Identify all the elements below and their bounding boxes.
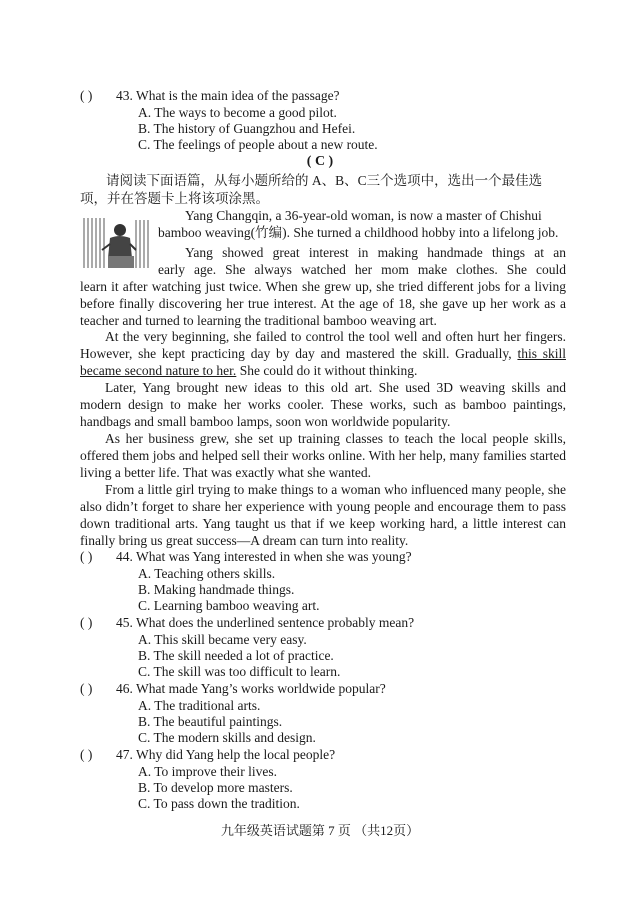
- question-46: [80, 681, 386, 697]
- answer-blank: ( ): [80, 549, 93, 564]
- question-47: [80, 747, 335, 763]
- option-a: A. This skill became very easy.: [138, 632, 307, 647]
- question-stem: 43. What is the main idea of the passage?: [116, 88, 340, 103]
- passage-paragraph: learn it after watching just twice. When she grew up, she tried different jobs for a living before finally discovering her true interest. At the age of 18, she gave up her work as a teacher and turned to learning the traditional bamboo weaving art.: [80, 279, 566, 328]
- passage-line: early age. She always watched her mom make clothes. She could: [158, 262, 566, 277]
- option-b: B. The beautiful paintings.: [138, 714, 283, 729]
- question-stem: 44. What was Yang interested in when she was young?: [116, 549, 412, 564]
- passage-text: She could do it without thinking.: [236, 363, 418, 378]
- answer-blank: ( ): [80, 681, 93, 696]
- question-44: [80, 549, 412, 565]
- answer-blank: ( ): [80, 747, 93, 762]
- option-c: C. The skill was too difficult to learn.: [138, 664, 341, 679]
- page-footer: 九年级英语试题第 7 页 （共12页）: [220, 823, 420, 838]
- passage-paragraph: As her business grew, she set up training classes to teach the local people skills, offered them jobs and helped sell their works online. With her help, many families started living a better life. That was exactly what she wanted.: [80, 431, 566, 480]
- option-c: C. The feelings of people about a new route.: [138, 137, 378, 152]
- question-stem: 46. What made Yang’s works worldwide popular?: [116, 681, 386, 696]
- passage-text: At the very beginning, she failed to control the tool well and often hurt her fingers. However, she kept practicing day by day and mastered the skill. Gradually,: [80, 329, 566, 361]
- option-c: C. To pass down the tradition.: [138, 796, 300, 811]
- passage-paragraph: Later, Yang brought new ideas to this old art. She used 3D weaving skills and modern design to make her works cooler. These works, such as bamboo paintings, handbags and small bamboo lamps, soon won worldwide popularity.: [80, 380, 566, 429]
- option-a: A. The traditional arts.: [138, 698, 261, 713]
- option-a: A. Teaching others skills.: [138, 566, 276, 581]
- bamboo-weaver-photo: [80, 214, 152, 272]
- section-heading: ( C ): [306, 154, 334, 169]
- option-b: B. To develop more masters.: [138, 780, 293, 795]
- option-c: C. The modern skills and design.: [138, 730, 316, 745]
- section-instructions: 请阅读下面语篇，从每小题所给的 A、B、C三个选项中，选出一个最佳选项，并在答题卡上将该项涂黑。: [80, 173, 543, 206]
- passage-line: bamboo weaving(竹编). She turned a childhood hobby into a lifelong job.: [158, 225, 559, 240]
- option-b: B. Making handmade things.: [138, 582, 295, 597]
- passage-paragraph: [80, 328, 566, 379]
- option-b: B. The history of Guangzhou and Hefei.: [138, 121, 356, 136]
- question-43: [80, 88, 340, 104]
- option-b: B. The skill needed a lot of practice.: [138, 648, 334, 663]
- passage-line: Yang showed great interest in making handmade things at an: [185, 245, 566, 260]
- question-stem: 45. What does the underlined sentence probably mean?: [116, 615, 415, 630]
- option-a: A. The ways to become a good pilot.: [138, 105, 337, 120]
- question-45: [80, 615, 414, 631]
- question-stem: 47. Why did Yang help the local people?: [116, 747, 336, 762]
- option-c: C. Learning bamboo weaving art.: [138, 598, 320, 613]
- passage-paragraph: From a little girl trying to make things to a woman who influenced many people, she also didn’t forget to share her experience with young people and encourage them to pass down traditional arts. Yang taught us that if we keep working hard, a little interest can finally bring us great success—A dream can turn into reality.: [80, 482, 566, 548]
- underlined-sentence: this skill became second nature to her.: [80, 346, 566, 378]
- answer-blank: ( ): [80, 615, 93, 630]
- passage-line: Yang Changqin, a 36-year-old woman, is now a master of Chishui: [185, 208, 542, 223]
- option-a: A. To improve their lives.: [138, 764, 278, 779]
- answer-blank: ( ): [80, 88, 93, 103]
